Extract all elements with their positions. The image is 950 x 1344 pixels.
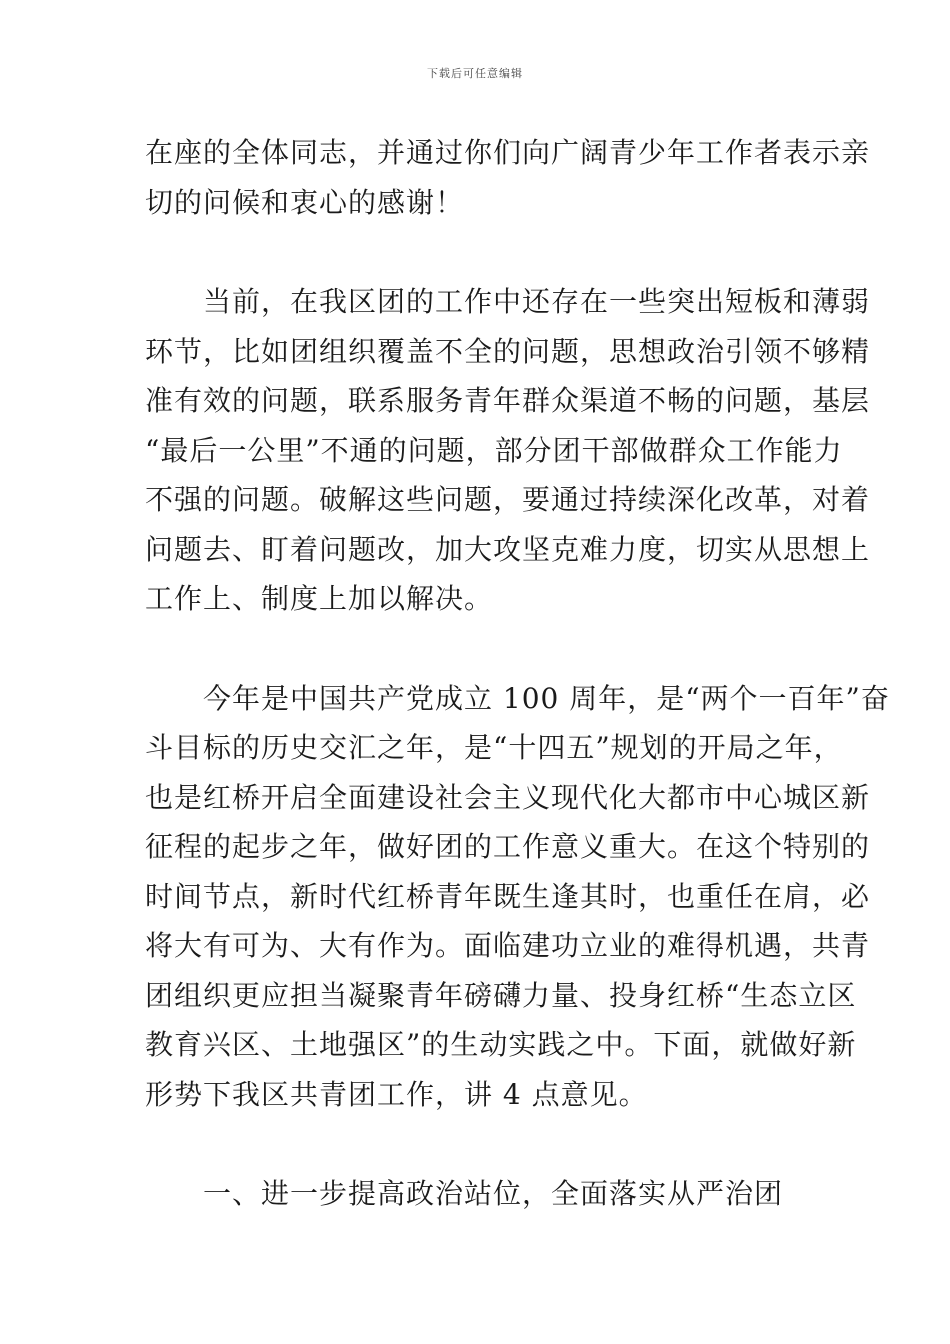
- paragraph-current-issues: [145, 277, 871, 624]
- text-line: 工作上、制度上加以解决。: [145, 582, 494, 615]
- text-line: 当前，在我区团的工作中还存在一些突出短板和薄弱: [145, 285, 871, 318]
- section-heading-1: [145, 1169, 810, 1219]
- text-line: 不强的问题。破解这些问题，要通过持续深化改革，对着: [145, 483, 871, 516]
- text-line: 斗目标的历史交汇之年，是“十四五”规划的开局之年，: [145, 731, 843, 764]
- text-line: 问题去、盯着问题改，加大攻坚克难力度，切实从思想上: [145, 532, 871, 566]
- text-line: 切的问候和衷心的感谢！: [145, 185, 465, 219]
- text-line: 今年是中国共产党成立 100 周年，是“两个一百年”奋: [145, 681, 890, 715]
- text-line: 形势下我区共青团工作，讲 4 点意见。: [145, 1077, 648, 1111]
- page-header: 下载后可任意编辑: [427, 67, 523, 80]
- text-line: 团组织更应担当凝聚青年磅礴力量、投身红桥“生态立区: [145, 978, 857, 1012]
- text-line: 征程的起步之年，做好团的工作意义重大。在这个特别的: [145, 830, 871, 863]
- text-line: 也是红桥开启全面建设社会主义现代化大都市中心城区新: [145, 780, 871, 814]
- text-line: 一、进一步提高政治站位，全面落实从严治团: [145, 1177, 784, 1210]
- document-body: [145, 128, 890, 1219]
- text-line: 将大有可为、大有作为。面临建功立业的难得机遇，共青: [145, 929, 871, 962]
- text-line: 教育兴区、土地强区”的生动实践之中。下面，就做好新: [145, 1028, 857, 1061]
- text-line: 在座的全体同志，并通过你们向广阔青少年工作者表示亲: [145, 136, 871, 169]
- text-line: 准有效的问题，联系服务青年群众渠道不畅的问题，基层: [145, 384, 871, 417]
- text-line: 时间节点，新时代红桥青年既生逢其时，也重任在肩，必: [145, 879, 871, 913]
- text-line: 环节，比如团组织覆盖不全的问题，思想政治引领不够精: [145, 334, 871, 368]
- text-line: “最后一公里”不通的问题，部分团干部做群众工作能力: [145, 433, 843, 467]
- paragraph-greeting: [145, 128, 871, 227]
- paragraph-this-year: [145, 674, 890, 1120]
